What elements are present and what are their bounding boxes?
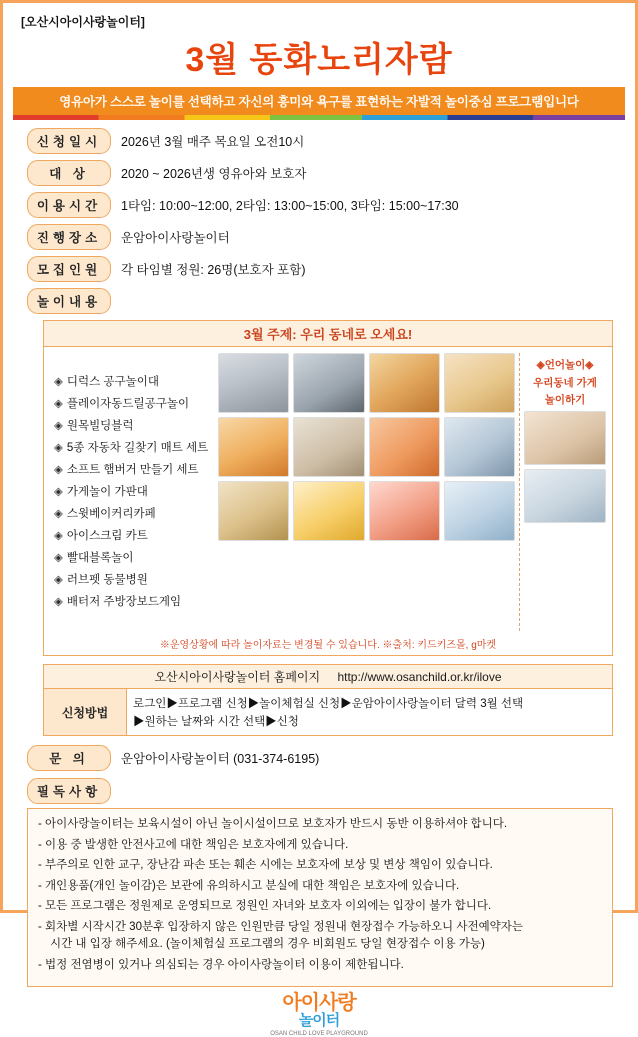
contact-label: 문 의 xyxy=(27,745,111,771)
org-tag: [오산시아이사랑놀이터] xyxy=(21,15,145,29)
list-item xyxy=(54,527,218,543)
apply-method-label: 신청방법 xyxy=(44,689,127,735)
apply-header xyxy=(44,665,612,689)
info-label: 모집인원 xyxy=(27,256,111,282)
notice-item: - 모든 프로그램은 정원제로 운영되므로 정원인 자녀와 보호자 이외에는 입장이 불가 합니다. xyxy=(38,900,492,913)
theme-box xyxy=(43,320,613,656)
homepage-label: 오산시아이사랑놀이터 홈페이지 xyxy=(154,670,321,684)
list-item xyxy=(54,395,218,411)
info-row-place xyxy=(27,224,625,250)
diamond-icon: ◈ xyxy=(54,486,63,498)
diamond-icon: ◈ xyxy=(54,596,63,608)
info-row-content xyxy=(27,288,625,314)
toy-label: 아이스크림 카트 xyxy=(66,530,148,542)
apply-body xyxy=(44,689,612,735)
logo-sub-text: 놀이터 xyxy=(298,1012,340,1030)
toy-label: 5종 자동차 길찾기 매트 세트 xyxy=(66,442,209,454)
caution-label: 필독사항 xyxy=(27,778,111,804)
notice-item: - 회차별 시작시간 30분후 입장하지 않은 인원만큼 당일 정원내 현장접수 가능하오니 사전예약자는 xyxy=(38,920,524,933)
list-item xyxy=(54,593,218,609)
language-play-box xyxy=(519,353,608,631)
list-item xyxy=(54,549,218,565)
toy-photo-11 xyxy=(369,481,440,541)
list-item xyxy=(54,505,218,521)
apply-steps xyxy=(127,689,612,735)
toy-list xyxy=(48,369,218,615)
toy-photo-7 xyxy=(369,417,440,477)
diamond-icon: ◈ xyxy=(54,398,63,410)
info-label: 이용시간 xyxy=(27,192,111,218)
info-value: 각 타임별 정원: 26명(보호자 포함) xyxy=(121,263,306,277)
list-item xyxy=(54,571,218,587)
page-title: 3월 동화노리자람 xyxy=(185,41,453,79)
theme-body xyxy=(44,347,612,633)
language-play-photo-1 xyxy=(524,411,606,465)
logo-caption: OSAN CHILD LOVE PLAYGROUND xyxy=(270,1030,368,1037)
diamond-icon: ◈ xyxy=(54,442,63,454)
language-play-photo-2 xyxy=(524,469,606,523)
info-value: 2020 ~ 2026년생 영유아와 보호자 xyxy=(121,167,307,181)
diamond-icon: ◈ xyxy=(54,420,63,432)
logo-main-text: 아이사랑 xyxy=(282,992,356,1015)
info-label: 대 상 xyxy=(27,160,111,186)
notice-item: - 개인용품(개인 놀이감)은 보관에 유의하시고 분실에 대한 책임은 보호자에 있습니다. xyxy=(38,879,460,892)
toy-photo-1 xyxy=(218,353,289,413)
toy-label: 플레이자동드릴공구놀이 xyxy=(66,398,190,410)
info-label: 놀이내용 xyxy=(27,288,111,314)
toy-label: 배터저 주방장보드게임 xyxy=(66,596,182,608)
info-value: 운암아이사랑놀이터 xyxy=(121,231,230,245)
notice-item: - 아이사랑놀이터는 보육시설이 아닌 놀이시설이므로 보호자가 반드시 동반 이용하셔야 합니다. xyxy=(38,818,508,830)
toy-photo-8 xyxy=(444,417,515,477)
homepage-url[interactable]: http://www.osanchild.or.kr/ilove xyxy=(337,670,502,684)
notice-item: - 이용 중 발생한 안전사고에 대한 책임은 보호자에게 있습니다. xyxy=(38,838,349,851)
diamond-icon: ◈ xyxy=(54,464,63,476)
rainbow-divider xyxy=(13,115,625,120)
contact-value: 운암아이사랑놀이터 (031-374-6195) xyxy=(121,752,320,766)
theme-heading: 3월 주제: 우리 동네로 오세요! xyxy=(44,321,612,347)
apply-step-2: ▶원하는 날짜와 시간 선택▶신청 xyxy=(133,716,299,728)
list-item xyxy=(54,483,218,499)
toy-photo-grid xyxy=(218,353,519,631)
toy-label: 러브펫 동물병원 xyxy=(66,574,148,586)
info-value: 2026년 3월 매주 목요일 오전10시 xyxy=(121,135,305,149)
toy-label: 디럭스 공구놀이대 xyxy=(66,376,159,388)
diamond-icon: ◈ xyxy=(54,574,63,586)
notice-box xyxy=(27,808,613,987)
toy-photo-4 xyxy=(444,353,515,413)
toy-photo-10 xyxy=(293,481,364,541)
caution-row xyxy=(27,778,625,804)
notice-item: 시간 내 입장 해주세요. (놀이체험실 프로그램의 경우 비회원도 당일 현장접수 이용 가능) xyxy=(50,938,485,951)
theme-note: ※운영상황에 따라 놀이자료는 변경될 수 있습니다. ※출처: 키드키즈몰, g마켓 xyxy=(159,640,497,651)
toy-label: 빨대블록놀이 xyxy=(66,552,134,564)
apply-step-1: 로그인▶프로그램 신청▶놀이체험실 신청▶운암아이사랑놀이터 달력 3월 선택 xyxy=(133,698,524,710)
footer-logo xyxy=(13,993,625,1037)
list-item xyxy=(54,417,218,433)
notice-item: - 부주의로 인한 교구, 장난감 파손 또는 훼손 시에는 보호자에 보상 및 변상 책임이 있습니다. xyxy=(38,859,493,872)
toy-label: 스윗베이커리카페 xyxy=(66,508,156,520)
info-label: 진행장소 xyxy=(27,224,111,250)
list-item xyxy=(54,461,218,477)
language-play-line2: 우리동네 가게 xyxy=(533,377,597,389)
info-row-capacity xyxy=(27,256,625,282)
info-list xyxy=(27,128,625,314)
toy-photo-5 xyxy=(218,417,289,477)
info-row-time xyxy=(27,192,625,218)
diamond-icon: ◈ xyxy=(54,376,63,388)
notice-item: - 법정 전염병이 있거나 의심되는 경우 아이사랑놀이터 이용이 제한됩니다. xyxy=(38,958,404,971)
toy-photo-3 xyxy=(369,353,440,413)
contact-row xyxy=(27,745,625,771)
diamond-icon: ◈ xyxy=(54,508,63,520)
toy-label: 가게놀이 가판대 xyxy=(66,486,148,498)
toy-photo-2 xyxy=(293,353,364,413)
info-label: 신청일시 xyxy=(27,128,111,154)
list-item xyxy=(54,373,218,389)
diamond-icon: ◈ xyxy=(54,530,63,542)
info-row-date xyxy=(27,128,625,154)
toy-label: 원목빌딩블럭 xyxy=(66,420,134,432)
info-value: 1타임: 10:00~12:00, 2타임: 13:00~15:00, 3타임: 15:00~17:30 xyxy=(121,199,459,213)
diamond-icon: ◈ xyxy=(54,552,63,564)
info-row-target xyxy=(27,160,625,186)
toy-label: 소프트 햄버거 만들기 세트 xyxy=(66,464,199,476)
toy-photo-9 xyxy=(218,481,289,541)
subtitle-banner: 영유아가 스스로 놀이를 선택하고 자신의 흥미와 욕구를 표현하는 자발적 놀이중심 프로그램입니다 xyxy=(13,87,625,115)
language-play-title: ◈언어놀이◈ xyxy=(536,359,594,371)
toy-photo-12 xyxy=(444,481,515,541)
apply-box xyxy=(43,664,613,736)
language-play-line3: 놀이하기 xyxy=(544,394,586,406)
toy-photo-6 xyxy=(293,417,364,477)
list-item xyxy=(54,439,218,455)
